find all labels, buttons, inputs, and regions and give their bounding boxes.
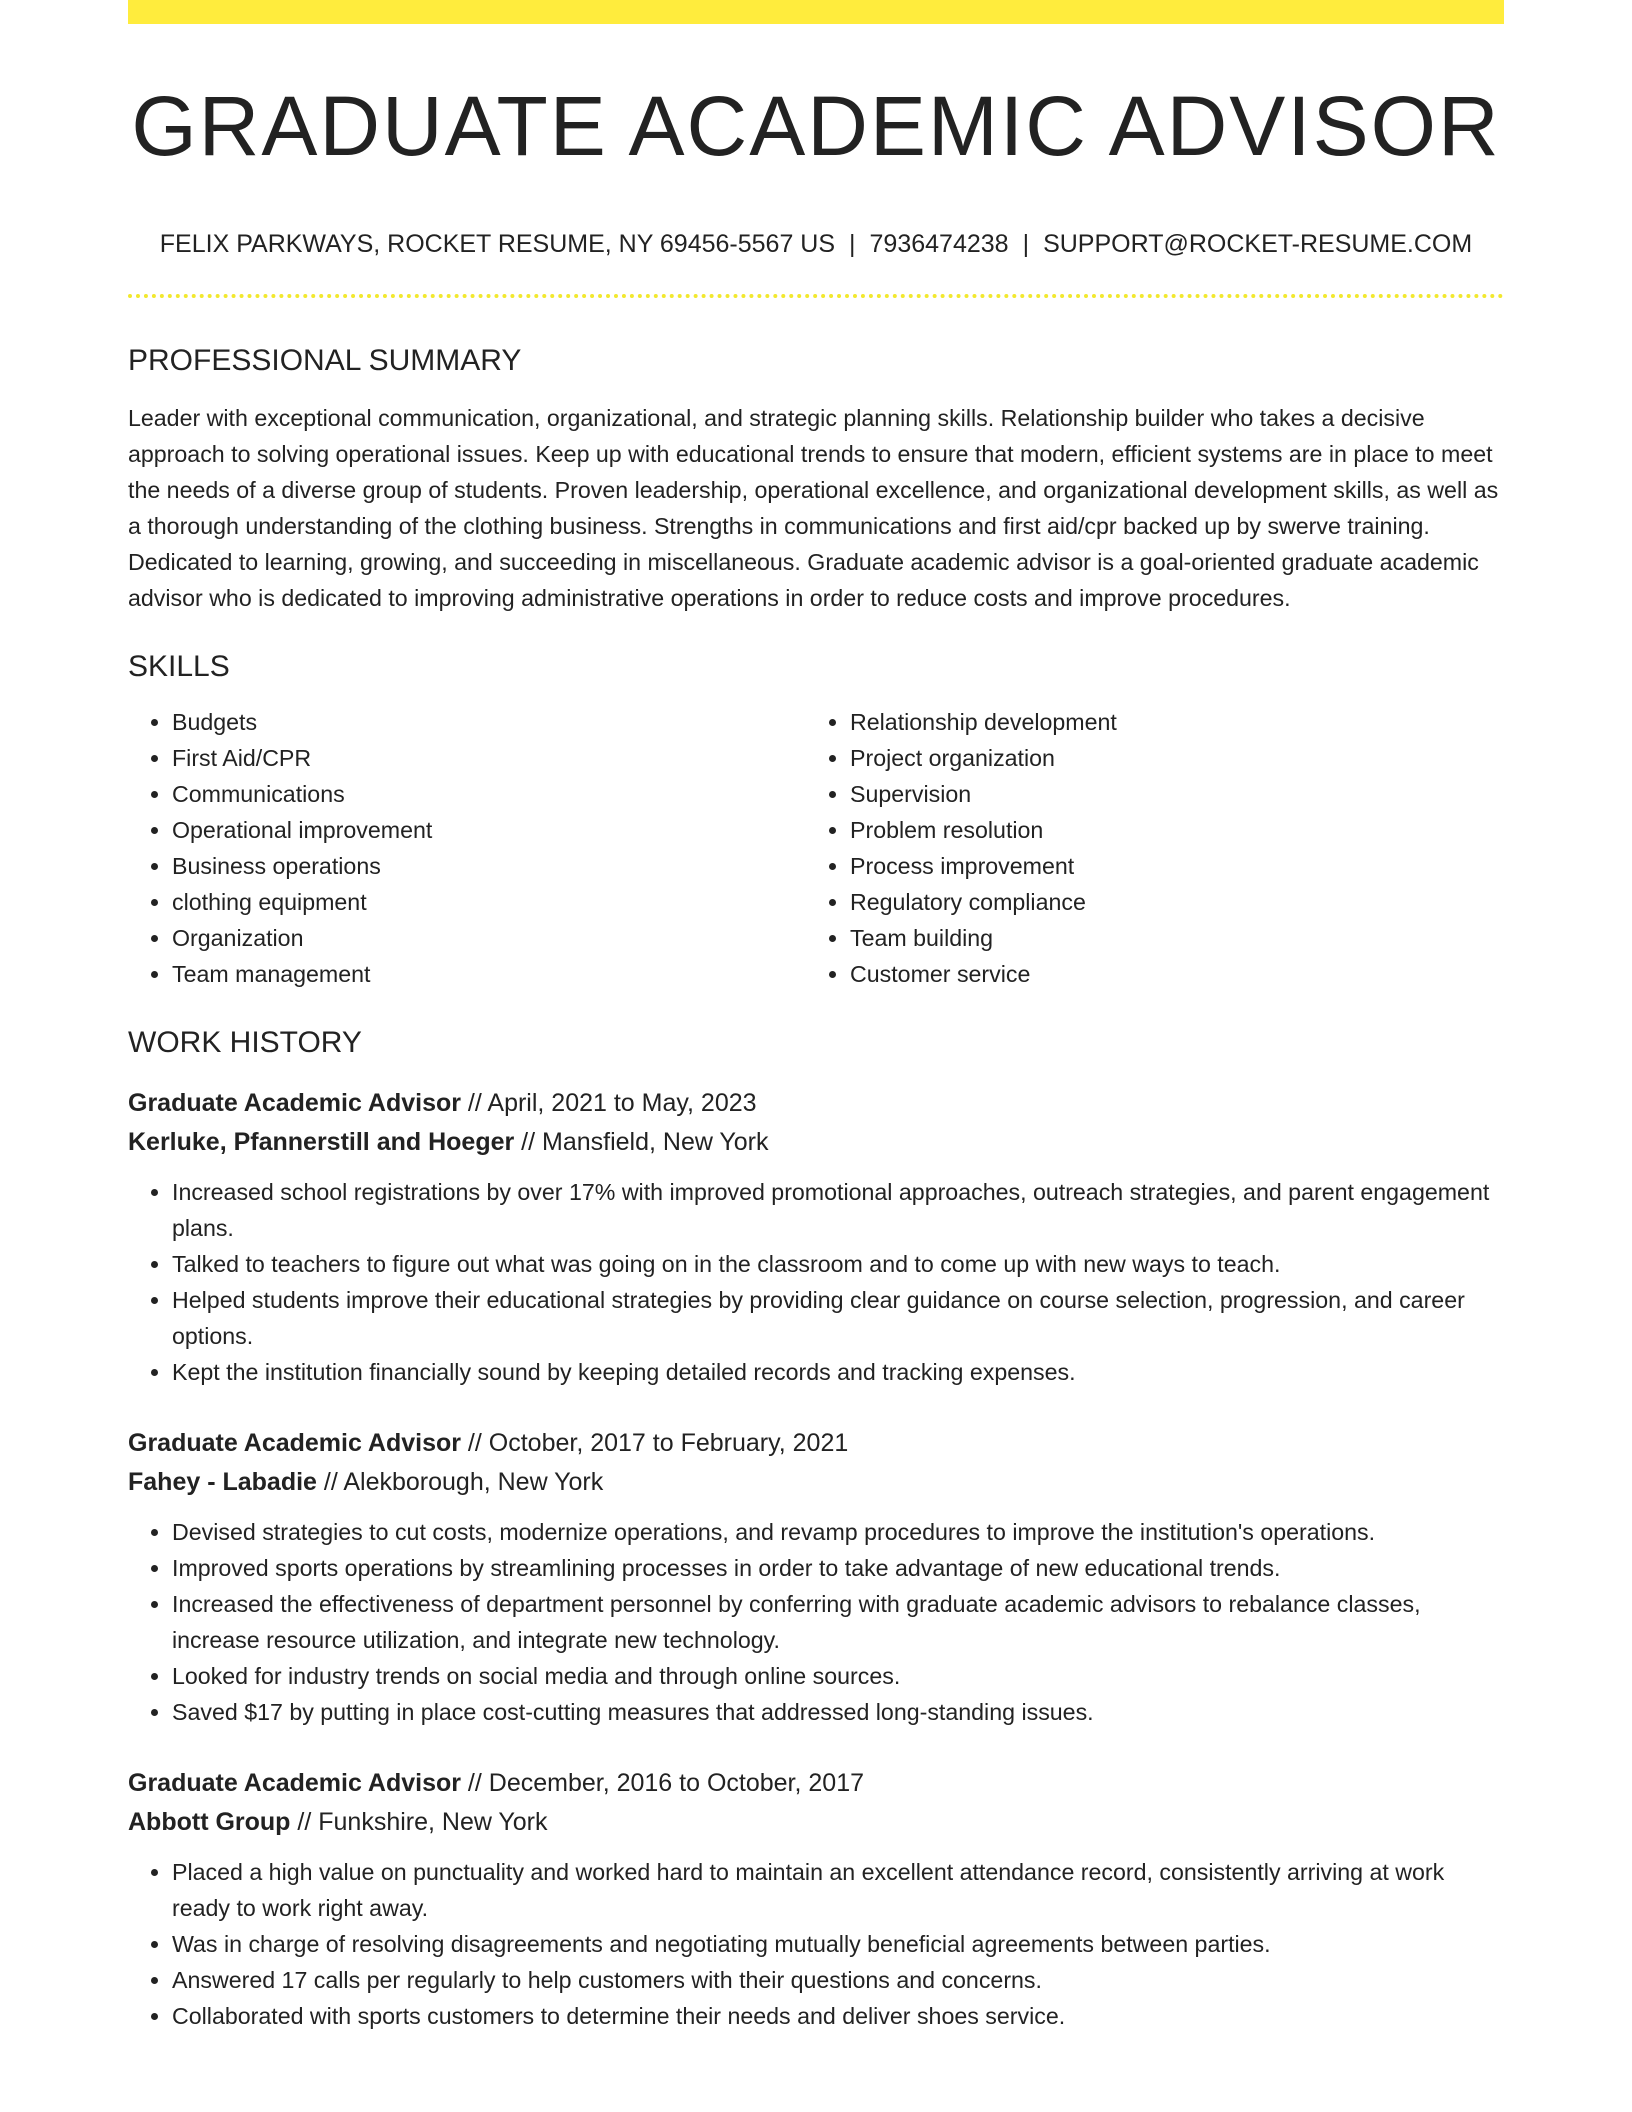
skill-item: • Problem resolution [850, 812, 1484, 848]
job-company-line [128, 1123, 1504, 1162]
job-entry [128, 1084, 1504, 1390]
job-dates: // December, 2016 to October, 2017 [460, 1769, 865, 1797]
skill-item: • Process improvement [850, 848, 1484, 884]
skills-heading: SKILLS [128, 650, 230, 683]
job-location: // Alekborough, New York [316, 1468, 604, 1496]
job-company: Abbott Group [128, 1808, 291, 1836]
skills-column-right [806, 704, 1484, 992]
job-bullets [128, 1854, 1504, 2034]
job-location: // Mansfield, New York [514, 1128, 769, 1156]
summary-heading: PROFESSIONAL SUMMARY [128, 344, 522, 377]
job-role: Graduate Academic Advisor [128, 1769, 461, 1797]
contact-separator: | [849, 230, 856, 258]
skill-item: • Customer service [850, 956, 1484, 992]
job-bullet: • Increased the effectiveness of department personnel by conferring with graduate academic advisors to rebalance classes, increase resource utilization, and integrate new technology. [172, 1586, 1504, 1658]
job-entry [128, 1764, 1504, 2034]
job-title-line [128, 1764, 1504, 1803]
job-bullet: • Looked for industry trends on social media and through online sources. [172, 1658, 1504, 1694]
skill-item: • Budgets [172, 704, 806, 740]
job-bullet: • Devised strategies to cut costs, modernize operations, and revamp procedures to improve the institution's operations. [172, 1514, 1504, 1550]
job-location: // Funkshire, New York [290, 1808, 548, 1836]
job-role: Graduate Academic Advisor [128, 1429, 461, 1457]
work-history-heading: WORK HISTORY [128, 1026, 362, 1059]
skill-item: • Communications [172, 776, 806, 812]
job-company: Kerluke, Pfannerstill and Hoeger [128, 1128, 515, 1156]
job-bullet: • Talked to teachers to figure out what was going on in the classroom and to come up with new ways to teach. [172, 1246, 1504, 1282]
contact-address: FELIX PARKWAYS, ROCKET RESUME, NY 69456-5567 US [159, 230, 836, 258]
job-bullet: • Kept the institution financially sound by keeping detailed records and tracking expenses. [172, 1354, 1504, 1390]
resume-page [128, 0, 1504, 2034]
contact-phone: 7936474238 [869, 230, 1009, 258]
skill-item: • Project organization [850, 740, 1484, 776]
skill-item: • clothing equipment [172, 884, 806, 920]
skill-item: • Team management [172, 956, 806, 992]
accent-bar [128, 0, 1504, 24]
job-company-line [128, 1463, 1504, 1502]
skills-list [128, 704, 1504, 992]
job-title-line [128, 1084, 1504, 1123]
skill-item: • Operational improvement [172, 812, 806, 848]
job-bullet: • Collaborated with sports customers to determine their needs and deliver shoes service. [172, 1998, 1504, 2034]
contact-line [128, 232, 1504, 257]
job-dates: // April, 2021 to May, 2023 [460, 1089, 757, 1117]
skills-column-left [128, 704, 806, 992]
skill-item: • Relationship development [850, 704, 1484, 740]
job-bullet: • Answered 17 calls per regularly to help customers with their questions and concerns. [172, 1962, 1504, 1998]
dotted-divider [128, 294, 1504, 298]
summary-text: Leader with exceptional communication, organizational, and strategic planning skills. Relationship builder who takes a decisive approach to solving operational issues. Keep up with educational trends to ensure that modern, efficient systems are in place to meet the needs of a diverse group of students. Proven leadership, operational excellence, and organizational development skills, as well as a thorough understanding of the clothing business. Strengths in communications and first aid/cpr backed up by swerve training. Dedicated to learning, growing, and succeeding in miscellaneous. Graduate academic advisor is a goal-oriented graduate academic advisor who is dedicated to improving administrative operations in order to reduce costs and improve procedures. [128, 405, 1499, 611]
job-entry [128, 1424, 1504, 1730]
job-bullet: • Saved $17 by putting in place cost-cutting measures that addressed long-standing issues. [172, 1694, 1504, 1730]
job-role: Graduate Academic Advisor [128, 1089, 461, 1117]
job-company-line [128, 1803, 1504, 1842]
skill-item: • Business operations [172, 848, 806, 884]
job-company: Fahey - Labadie [128, 1468, 317, 1496]
job-bullets [128, 1174, 1504, 1390]
page-title: GRADUATE ACADEMIC ADVISOR [131, 79, 1501, 173]
skill-item: • First Aid/CPR [172, 740, 806, 776]
job-bullet: • Placed a high value on punctuality and worked hard to maintain an excellent attendance record, consistently arriving at work ready to work right away. [172, 1854, 1504, 1926]
job-bullet: • Was in charge of resolving disagreements and negotiating mutually beneficial agreements between parties. [172, 1926, 1504, 1962]
job-bullet: • Improved sports operations by streamlining processes in order to take advantage of new educational trends. [172, 1550, 1504, 1586]
contact-email: SUPPORT@ROCKET-RESUME.COM [1043, 230, 1473, 258]
skill-item: • Organization [172, 920, 806, 956]
job-title-line [128, 1424, 1504, 1463]
skill-item: • Regulatory compliance [850, 884, 1484, 920]
skill-item: • Supervision [850, 776, 1484, 812]
job-bullet: • Helped students improve their educational strategies by providing clear guidance on course selection, progression, and career options. [172, 1282, 1504, 1354]
skill-item: • Team building [850, 920, 1484, 956]
job-dates: // October, 2017 to February, 2021 [460, 1429, 849, 1457]
job-bullets [128, 1514, 1504, 1730]
contact-separator: | [1022, 230, 1030, 258]
job-bullet: • Increased school registrations by over 17% with improved promotional approaches, outreach strategies, and parent engagement plans. [172, 1174, 1504, 1246]
work-history-list [128, 1084, 1504, 2034]
